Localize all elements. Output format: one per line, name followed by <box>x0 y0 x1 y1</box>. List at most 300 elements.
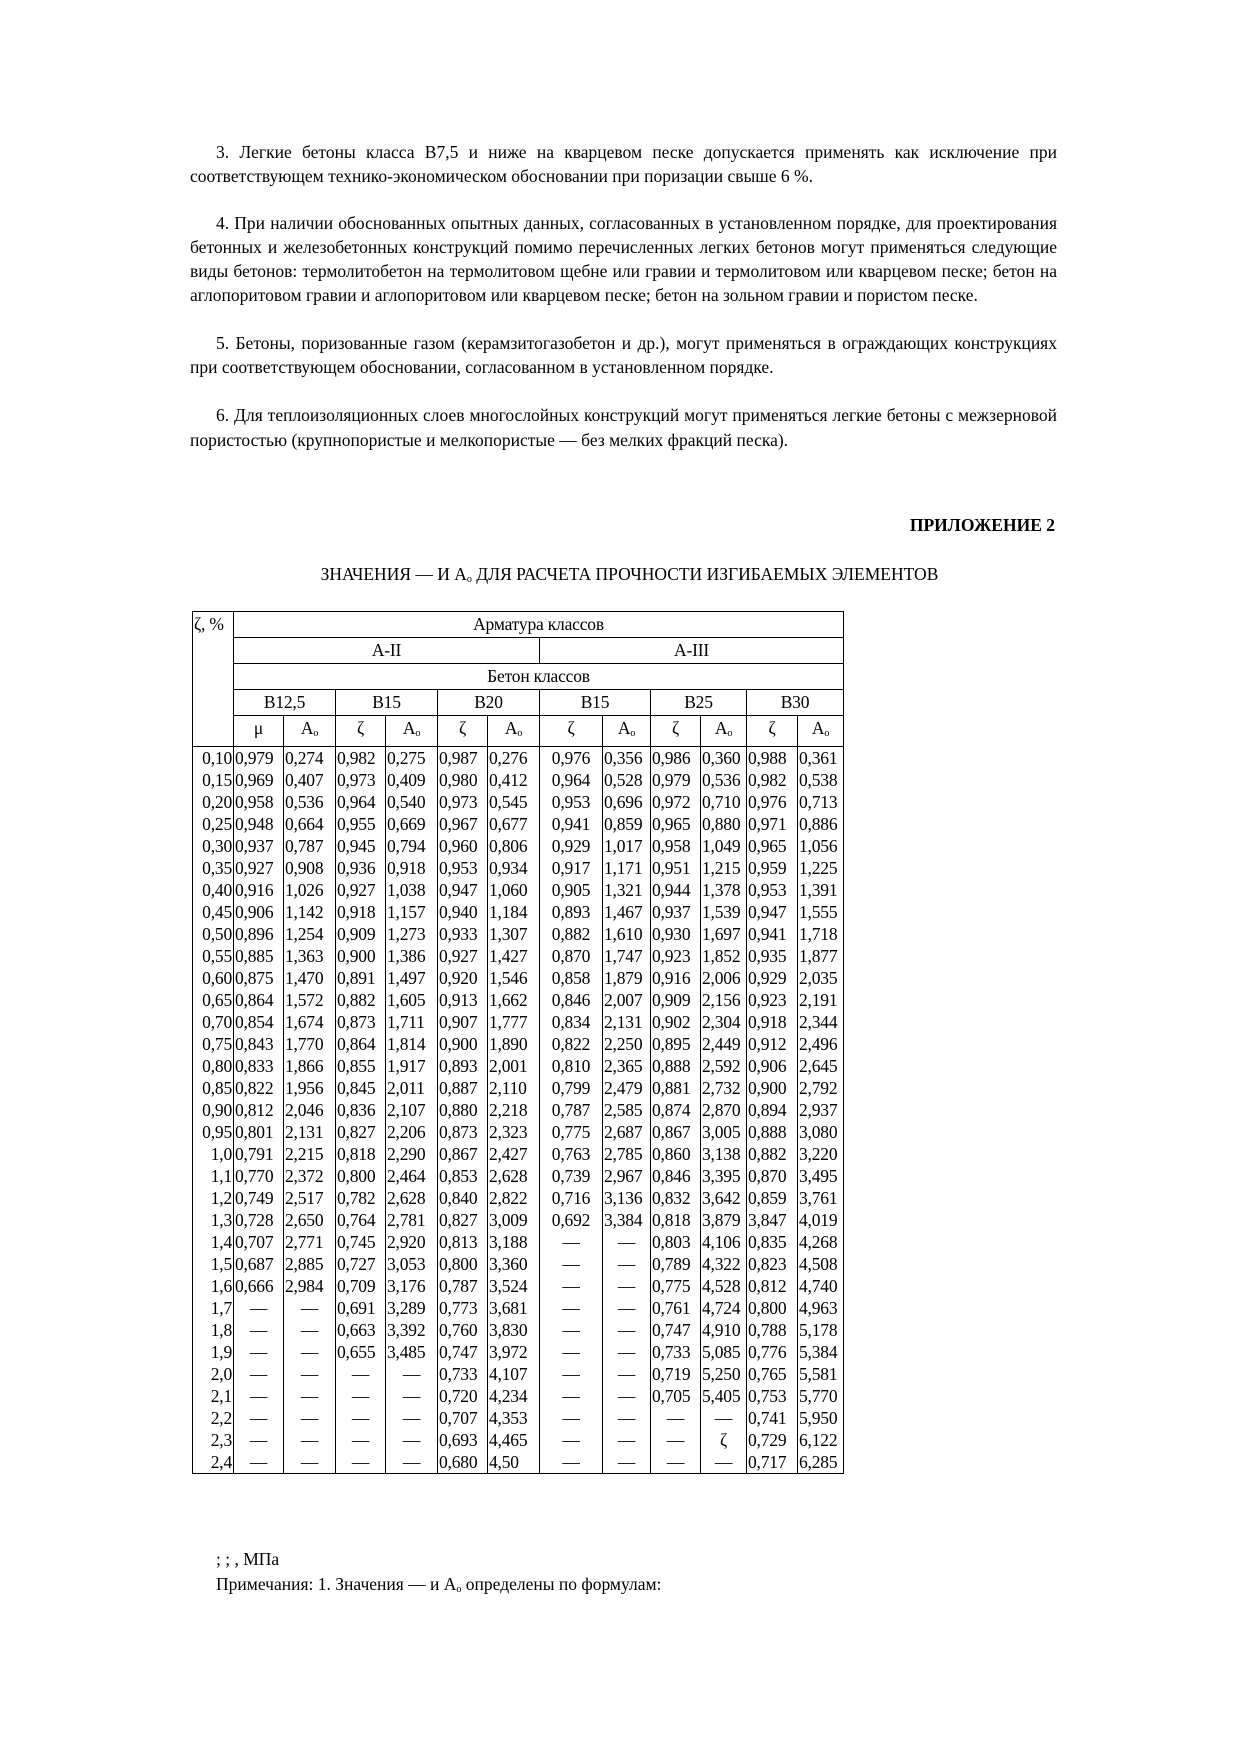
symbol-subscript: o <box>517 728 523 739</box>
table-cell: 0,859 <box>603 813 651 835</box>
table-cell: 2,250 <box>603 1033 651 1055</box>
column-symbol-header <box>284 716 336 747</box>
table-cell: 1,814 <box>386 1033 438 1055</box>
table-cell: 0,846 <box>540 989 603 1011</box>
table-cell: 0,882 <box>540 923 603 945</box>
table-cell: 2,372 <box>284 1165 336 1187</box>
table-cell: 0,834 <box>540 1011 603 1033</box>
notes-text-end: определены по формулам: <box>461 1574 662 1594</box>
table-cell: 4,508 <box>798 1253 844 1275</box>
table-cell: 0,979 <box>651 769 701 791</box>
zeta-value-cell: 0,70 <box>193 1011 234 1033</box>
table-row <box>193 791 844 813</box>
table-cell: 2,920 <box>386 1231 438 1253</box>
table-cell: 0,806 <box>488 835 540 857</box>
table-cell: 0,275 <box>386 747 438 770</box>
table-cell: 0,864 <box>336 1033 386 1055</box>
table-cell: 0,937 <box>651 901 701 923</box>
zeta-value-cell: 0,90 <box>193 1099 234 1121</box>
table-cell: 2,464 <box>386 1165 438 1187</box>
table-cell: 0,895 <box>651 1033 701 1055</box>
table-cell: 1,049 <box>701 835 747 857</box>
table-cell: 0,934 <box>488 857 540 879</box>
table-cell: 0,832 <box>651 1187 701 1209</box>
table-cell: 1,378 <box>701 879 747 901</box>
table-cell: — <box>540 1319 603 1341</box>
zeta-value-cell: 1,4 <box>193 1231 234 1253</box>
table-cell: 4,106 <box>701 1231 747 1253</box>
table-cell: — <box>603 1385 651 1407</box>
table-cell: 3,642 <box>701 1187 747 1209</box>
column-symbol-header <box>234 716 284 747</box>
table-cell: 4,322 <box>701 1253 747 1275</box>
table-cell: 0,902 <box>651 1011 701 1033</box>
table-cell: 0,664 <box>284 813 336 835</box>
table-cell: 0,764 <box>336 1209 386 1231</box>
table-cell: — <box>336 1407 386 1429</box>
table-cell: 1,391 <box>798 879 844 901</box>
table-cell: 1,307 <box>488 923 540 945</box>
appendix-label: ПРИЛОЖЕНИЕ 2 <box>909 515 1055 535</box>
table-cell: 0,905 <box>540 879 603 901</box>
table-cell: 1,610 <box>603 923 651 945</box>
table-cell: 1,697 <box>701 923 747 945</box>
table-cell: 0,894 <box>747 1099 798 1121</box>
table-cell: 0,875 <box>234 967 284 989</box>
table-cell: 0,986 <box>651 747 701 770</box>
table-row <box>193 1143 844 1165</box>
table-cell: 0,791 <box>234 1143 284 1165</box>
zeta-value-cell: 0,45 <box>193 901 234 923</box>
table-cell: 0,982 <box>336 747 386 770</box>
table-cell: 2,107 <box>386 1099 438 1121</box>
table-cell: 0,845 <box>336 1077 386 1099</box>
table-cell: 2,001 <box>488 1055 540 1077</box>
table-cell: 1,363 <box>284 945 336 967</box>
table-cell: — <box>386 1451 438 1474</box>
table-cell: 0,941 <box>747 923 798 945</box>
table-cell: 0,773 <box>438 1297 488 1319</box>
table-cell: 0,536 <box>701 769 747 791</box>
units-footnote: ; ; , МПа <box>216 1549 280 1569</box>
table-cell: 0,827 <box>336 1121 386 1143</box>
table-cell: 0,933 <box>438 923 488 945</box>
table-cell: 0,812 <box>234 1099 284 1121</box>
table-cell: 0,713 <box>798 791 844 813</box>
table-cell: — <box>234 1407 284 1429</box>
symbol: A <box>714 718 728 738</box>
table-cell: — <box>603 1231 651 1253</box>
table-cell: 0,906 <box>747 1055 798 1077</box>
table-cell: — <box>540 1429 603 1451</box>
table-cell: 0,936 <box>336 857 386 879</box>
symbol-subscript: o <box>824 728 830 739</box>
table-cell: 0,693 <box>438 1429 488 1451</box>
zeta-value-cell: 1,1 <box>193 1165 234 1187</box>
table-cell: 2,781 <box>386 1209 438 1231</box>
table-row <box>193 835 844 857</box>
table-cell: 0,705 <box>651 1385 701 1407</box>
column-symbol-header <box>701 716 747 747</box>
table-cell: 0,886 <box>798 813 844 835</box>
notes-text-start: Примечания: 1. Значения — и А <box>216 1574 457 1594</box>
table-cell: 1,777 <box>488 1011 540 1033</box>
zeta-value-cell: 1,6 <box>193 1275 234 1297</box>
table-cell: 4,910 <box>701 1319 747 1341</box>
table-cell: — <box>284 1341 336 1363</box>
table-cell: — <box>540 1407 603 1429</box>
table-row <box>193 1077 844 1099</box>
zeta-value-cell: 0,75 <box>193 1033 234 1055</box>
table-cell: — <box>234 1297 284 1319</box>
table-cell: 3,289 <box>386 1297 438 1319</box>
table-cell: 0,988 <box>747 747 798 770</box>
table-cell: — <box>540 1363 603 1385</box>
symbol: ζ <box>671 718 680 738</box>
table-cell: 5,178 <box>798 1319 844 1341</box>
table-cell: 1,060 <box>488 879 540 901</box>
concrete-class: В20 <box>438 690 540 716</box>
table-cell: — <box>386 1363 438 1385</box>
table-cell: 1,770 <box>284 1033 336 1055</box>
table-cell: 2,206 <box>386 1121 438 1143</box>
concrete-class: В30 <box>747 690 844 716</box>
table-title-text: ЗНАЧЕНИЯ — И А <box>320 564 467 584</box>
table-row <box>193 1165 844 1187</box>
table-cell: 1,215 <box>701 857 747 879</box>
table-cell: — <box>336 1429 386 1451</box>
table-row <box>193 901 844 923</box>
zeta-value-cell: 0,35 <box>193 857 234 879</box>
table-cell: 4,963 <box>798 1297 844 1319</box>
table-cell: 1,877 <box>798 945 844 967</box>
table-cell: 0,803 <box>651 1231 701 1253</box>
table-cell: 0,749 <box>234 1187 284 1209</box>
table-cell: 1,273 <box>386 923 438 945</box>
table-cell: — <box>603 1319 651 1341</box>
table-cell: 1,605 <box>386 989 438 1011</box>
symbol-subscript: o <box>313 728 319 739</box>
table-row <box>193 1385 844 1407</box>
table-cell: 0,787 <box>540 1099 603 1121</box>
table-cell: 0,959 <box>747 857 798 879</box>
table-cell: 0,927 <box>438 945 488 967</box>
table-cell: 0,945 <box>336 835 386 857</box>
column-symbol-header <box>336 716 386 747</box>
table-cell: 0,836 <box>336 1099 386 1121</box>
zeta-value-cell: 0,60 <box>193 967 234 989</box>
table-cell: 5,581 <box>798 1363 844 1385</box>
column-symbol-header <box>651 716 701 747</box>
table-cell: 0,727 <box>336 1253 386 1275</box>
table-cell: — <box>603 1297 651 1319</box>
table-cell: ζ <box>701 1429 747 1451</box>
table-cell: 0,677 <box>488 813 540 835</box>
table-cell: 0,888 <box>651 1055 701 1077</box>
table-cell: 2,218 <box>488 1099 540 1121</box>
table-cell: 0,944 <box>651 879 701 901</box>
column-symbol-header <box>488 716 540 747</box>
table-cell: 1,427 <box>488 945 540 967</box>
table-cell: 0,909 <box>336 923 386 945</box>
table-cell: 0,958 <box>651 835 701 857</box>
table-cell: 0,710 <box>701 791 747 813</box>
table-cell: 2,628 <box>488 1165 540 1187</box>
table-cell: 2,006 <box>701 967 747 989</box>
table-cell: 0,893 <box>438 1055 488 1077</box>
table-cell: 0,775 <box>651 1275 701 1297</box>
paragraph-3: 3. Легкие бетоны класса В7,5 и ниже на кварцевом песке допускается применять как исключение при соответствующем технико-экономическом обосновании при поризации свыше 6 %. <box>190 142 1057 186</box>
table-cell: 0,867 <box>651 1121 701 1143</box>
table-cell: 3,395 <box>701 1165 747 1187</box>
column-symbol-header <box>386 716 438 747</box>
table-cell: 2,479 <box>603 1077 651 1099</box>
table-cell: — <box>284 1363 336 1385</box>
table-row <box>193 1275 844 1297</box>
table-cell: 1,879 <box>603 967 651 989</box>
reinforcement-class-a3: А-III <box>540 638 844 664</box>
table-cell: 1,142 <box>284 901 336 923</box>
table-cell: 2,870 <box>701 1099 747 1121</box>
table-cell: — <box>603 1407 651 1429</box>
zeta-value-cell: 2,1 <box>193 1385 234 1407</box>
table-row <box>193 769 844 791</box>
table-row <box>193 813 844 835</box>
table-cell: 2,785 <box>603 1143 651 1165</box>
table-cell: 0,412 <box>488 769 540 791</box>
zeta-value-cell: 0,95 <box>193 1121 234 1143</box>
table-cell: 3,681 <box>488 1297 540 1319</box>
zeta-value-cell: 2,4 <box>193 1451 234 1474</box>
table-cell: 0,760 <box>438 1319 488 1341</box>
table-cell: 0,940 <box>438 901 488 923</box>
table-cell: 2,046 <box>284 1099 336 1121</box>
table-cell: 0,980 <box>438 769 488 791</box>
table-cell: 2,822 <box>488 1187 540 1209</box>
table-cell: 0,976 <box>747 791 798 813</box>
table-row <box>193 1099 844 1121</box>
table-cell: 0,896 <box>234 923 284 945</box>
table-cell: 0,958 <box>234 791 284 813</box>
table-cell: 0,923 <box>747 989 798 1011</box>
table-cell: 0,967 <box>438 813 488 835</box>
table-cell: 0,917 <box>540 857 603 879</box>
column-symbol-header <box>798 716 844 747</box>
table-cell: 0,788 <box>747 1319 798 1341</box>
table-cell: 0,680 <box>438 1451 488 1474</box>
table-cell: — <box>540 1275 603 1297</box>
table-cell: 0,813 <box>438 1231 488 1253</box>
table-row <box>193 1231 844 1253</box>
table-cell: 0,912 <box>747 1033 798 1055</box>
table-row <box>193 989 844 1011</box>
table-cell: 0,536 <box>284 791 336 813</box>
table-cell: 0,409 <box>386 769 438 791</box>
table-cell: 0,953 <box>540 791 603 813</box>
reinforcement-class-a2: А-II <box>234 638 540 664</box>
table-cell: 0,753 <box>747 1385 798 1407</box>
table-cell: 2,290 <box>386 1143 438 1165</box>
table-row <box>193 1033 844 1055</box>
table-cell: 0,745 <box>336 1231 386 1253</box>
table-cell: 3,005 <box>701 1121 747 1143</box>
table-cell: 4,107 <box>488 1363 540 1385</box>
table-cell: 0,739 <box>540 1165 603 1187</box>
table-cell: 3,384 <box>603 1209 651 1231</box>
table-row <box>193 1055 844 1077</box>
table-cell: 0,947 <box>438 879 488 901</box>
table-cell: 3,188 <box>488 1231 540 1253</box>
table-cell: 0,893 <box>540 901 603 923</box>
table-cell: 0,733 <box>438 1363 488 1385</box>
table-cell: 0,947 <box>747 901 798 923</box>
table-cell: — <box>284 1407 336 1429</box>
table-cell: — <box>540 1253 603 1275</box>
paragraph-6: 6. Для теплоизоляционных слоев многослойных конструкций могут применяться легкие бетоны с межзерновой пористостью (крупнопористые и мелкопористые — без мелких фракций песка). <box>190 405 1057 450</box>
table-title <box>190 564 1055 585</box>
table-cell: 0,948 <box>234 813 284 835</box>
table-cell: 0,663 <box>336 1319 386 1341</box>
concrete-class: В15 <box>540 690 651 716</box>
table-cell: 3,761 <box>798 1187 844 1209</box>
table-cell: 0,964 <box>540 769 603 791</box>
table-cell: — <box>603 1341 651 1363</box>
zeta-value-cell: 1,2 <box>193 1187 234 1209</box>
paragraph-4: 4. При наличии обоснованных опытных данных, согласованных в установленном порядке, для проектирования бетонных и железобетонных конструкций помимо перечисленных легких бетонов могут применяться следующие виды бетонов: термолитобетон на термолитовом щебне или гравии и термолитовом или кварцевом песке; бетон на аглопоритовом гравии и аглопоритовом или кварцевом песке; бетон на зольном гравии и пористом песке. <box>190 213 1057 305</box>
table-cell: — <box>386 1407 438 1429</box>
table-row <box>193 1363 844 1385</box>
column-symbol-header <box>747 716 798 747</box>
symbol: A <box>811 718 825 738</box>
table-cell: 0,833 <box>234 1055 284 1077</box>
symbol-subscript: o <box>415 728 421 739</box>
table-cell: 2,645 <box>798 1055 844 1077</box>
table-cell: — <box>603 1275 651 1297</box>
table-cell: 0,906 <box>234 901 284 923</box>
table-cell: 0,972 <box>651 791 701 813</box>
table-cell: 0,666 <box>234 1275 284 1297</box>
symbol-subscript: o <box>630 728 636 739</box>
table-cell: 4,50 <box>488 1451 540 1474</box>
table-cell: 0,761 <box>651 1297 701 1319</box>
zeta-value-cell: 0,40 <box>193 879 234 901</box>
table-cell: 2,427 <box>488 1143 540 1165</box>
table-cell: 2,323 <box>488 1121 540 1143</box>
table-row <box>193 1319 844 1341</box>
table-cell: 0,407 <box>284 769 336 791</box>
table-cell: 2,344 <box>798 1011 844 1033</box>
table-cell: 0,870 <box>747 1165 798 1187</box>
table-cell: 0,937 <box>234 835 284 857</box>
table-cell: — <box>603 1451 651 1474</box>
table-cell: 0,908 <box>284 857 336 879</box>
table-cell: 0,864 <box>234 989 284 1011</box>
table-cell: 0,891 <box>336 967 386 989</box>
table-cell: 0,799 <box>540 1077 603 1099</box>
table-cell: 1,254 <box>284 923 336 945</box>
table-cell: — <box>386 1385 438 1407</box>
table-cell: 3,138 <box>701 1143 747 1165</box>
column-symbol-header <box>540 716 603 747</box>
table-cell: 0,927 <box>336 879 386 901</box>
table-cell: 2,449 <box>701 1033 747 1055</box>
table-row <box>193 747 844 770</box>
table-cell: 0,843 <box>234 1033 284 1055</box>
table-cell: 2,304 <box>701 1011 747 1033</box>
table-cell: 0,765 <box>747 1363 798 1385</box>
table-cell: 1,056 <box>798 835 844 857</box>
table-cell: 0,969 <box>234 769 284 791</box>
table-cell: — <box>284 1451 336 1474</box>
table-cell: 3,495 <box>798 1165 844 1187</box>
table-cell: 0,728 <box>234 1209 284 1231</box>
table-row <box>193 967 844 989</box>
symbol: ζ <box>567 718 575 738</box>
table-cell: 1,674 <box>284 1011 336 1033</box>
table-cell: 3,392 <box>386 1319 438 1341</box>
paragraph-5: 5. Бетоны, поризованные газом (керамзитогазобетон и др.), могут применяться в ограждающих конструкциях при соответствующем обосновании, согласованном в установленном порядке. <box>190 333 1057 377</box>
zeta-value-cell: 1,7 <box>193 1297 234 1319</box>
table-row <box>193 1253 844 1275</box>
table-cell: 3,360 <box>488 1253 540 1275</box>
table-cell: 0,747 <box>651 1319 701 1341</box>
table-cell: 0,953 <box>438 857 488 879</box>
table-cell: 0,909 <box>651 989 701 1011</box>
zeta-value-cell: 0,65 <box>193 989 234 1011</box>
table-cell: 1,539 <box>701 901 747 923</box>
table-row <box>193 1297 844 1319</box>
table-cell: 0,801 <box>234 1121 284 1143</box>
table-cell: 0,692 <box>540 1209 603 1231</box>
table-cell: 0,882 <box>747 1143 798 1165</box>
table-cell: — <box>284 1319 336 1341</box>
zeta-value-cell: 2,2 <box>193 1407 234 1429</box>
table-cell: 0,818 <box>336 1143 386 1165</box>
table-cell: 1,555 <box>798 901 844 923</box>
table-cell: 0,274 <box>284 747 336 770</box>
table-cell: 2,496 <box>798 1033 844 1055</box>
table-cell: 2,585 <box>603 1099 651 1121</box>
table-cell: 1,662 <box>488 989 540 1011</box>
notes-subscript: o <box>456 1584 462 1595</box>
table-cell: 0,900 <box>438 1033 488 1055</box>
table-cell: — <box>234 1385 284 1407</box>
table-cell: 0,822 <box>540 1033 603 1055</box>
table-cell: — <box>603 1363 651 1385</box>
table-cell: 0,923 <box>651 945 701 967</box>
symbol: A <box>504 718 518 738</box>
table-cell: 1,718 <box>798 923 844 945</box>
table-cell: 6,285 <box>798 1451 844 1474</box>
table-cell: 2,687 <box>603 1121 651 1143</box>
table-cell: 0,900 <box>336 945 386 967</box>
table-cell: — <box>234 1341 284 1363</box>
table-cell: 0,719 <box>651 1363 701 1385</box>
table-cell: 0,930 <box>651 923 701 945</box>
zeta-value-cell: 1,0 <box>193 1143 234 1165</box>
table-cell: 1,184 <box>488 901 540 923</box>
zeta-value-cell: 1,5 <box>193 1253 234 1275</box>
table-cell: — <box>234 1363 284 1385</box>
table-cell: 0,775 <box>540 1121 603 1143</box>
table-cell: — <box>651 1429 701 1451</box>
table-cell: 0,979 <box>234 747 284 770</box>
table-cell: — <box>386 1429 438 1451</box>
table-cell: 0,881 <box>651 1077 701 1099</box>
table-cell: 0,356 <box>603 747 651 770</box>
table-cell: 0,987 <box>438 747 488 770</box>
table-cell: 2,035 <box>798 967 844 989</box>
